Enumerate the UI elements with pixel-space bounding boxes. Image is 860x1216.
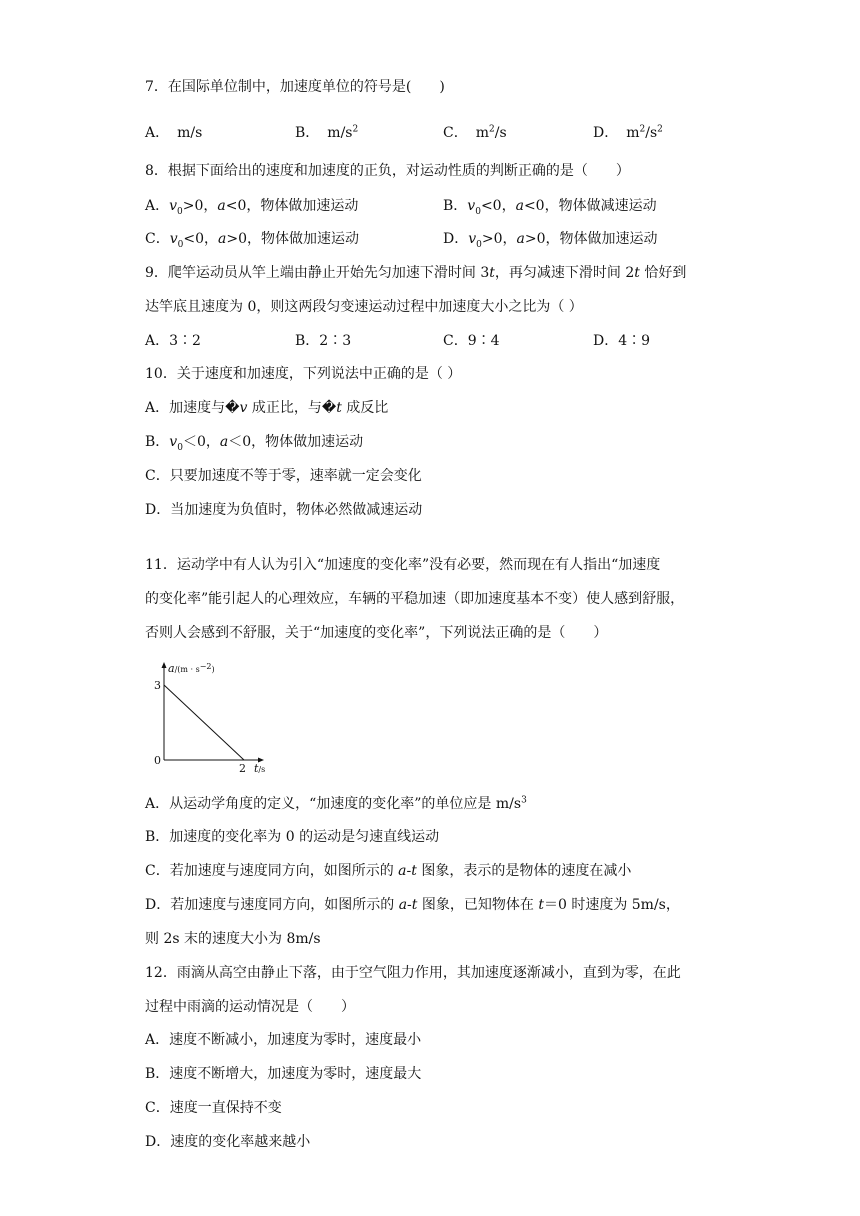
option-9c: C．9∶4 <box>443 333 500 349</box>
question-10-stem: 10．关于速度和加速度，下列说法中正确的是（ ） <box>145 366 462 382</box>
option-9a: A．3∶2 <box>145 333 201 349</box>
question-7-stem: 7．在国际单位制中，加速度单位的符号是( ) <box>145 79 445 95</box>
option-10b: B．$v_0<0$，a＜0，物体做加速运动 <box>145 434 364 453</box>
option-10d: D．当加速度为负值时，物体必然做减速运动 <box>145 502 423 518</box>
question-9-line1: 9．爬竿运动员从竿上端由静止开始先匀加速下滑时间 3t，再匀减速下滑时间 2t 恰好到 <box>145 265 687 281</box>
option-7d: D． $m^2/s^2$ <box>593 124 663 141</box>
origin-label: 0 <box>154 754 161 767</box>
question-8-options-row2 <box>145 229 705 249</box>
option-8b: B．$v_0<0$，a<0，物体做减速运动 <box>443 198 657 217</box>
question-9-options <box>145 331 705 351</box>
y-tick-label: 3 <box>154 679 161 692</box>
option-12a: A．速度不断减小，加速度为零时，速度最小 <box>145 1032 422 1048</box>
y-axis-arrow <box>162 662 167 668</box>
option-7c: C． $m^2/s$ <box>443 124 507 141</box>
y-axis-label: $a/(m \cdot s^{-2}_)$ <box>168 662 215 675</box>
option-12c: C．速度一直保持不变 <box>145 1100 282 1116</box>
option-9b: B．2∶3 <box>295 333 352 349</box>
option-11d-line1: D．若加速度与速度同方向，如图所示的 a-t 图象，已知物体在 t＝0 时速度为 5m/s， <box>145 897 680 913</box>
option-11d-line2: 则 2s 末的速度大小为 8m/s <box>145 931 321 947</box>
option-11c: C．若加速度与速度同方向，如图所示的 a-t 图象，表示的是物体的速度在减小 <box>145 863 632 879</box>
option-7b: B． $m/s^2$ <box>295 124 359 141</box>
question-8-options-row1 <box>145 196 705 216</box>
question-9-line2: 达竿底且速度为 0，则这两段匀变速运动过程中加速度大小之比为（ ） <box>145 299 583 315</box>
x-tick-label: 2 <box>239 762 246 775</box>
option-11b: B．加速度的变化率为 0 的运动是匀速直线运动 <box>145 829 440 845</box>
acceleration-time-graph <box>150 660 280 780</box>
option-10a: A．加速度与�v 成正比，与�t 成反比 <box>145 400 389 416</box>
question-11-line3: 否则人会感到不舒服，关于“加速度的变化率”，下列说法正确的是（ ） <box>145 625 608 641</box>
option-8a: A．$v_0>0$，a<0，物体做加速运动 <box>145 198 359 217</box>
option-12b: B．速度不断增大，加速度为零时，速度最大 <box>145 1066 422 1082</box>
option-7a: A． m/s <box>145 125 203 141</box>
option-8d: D．$v_0>0$，a>0，物体做加速运动 <box>443 231 658 250</box>
question-11-line2: 的变化率”能引起人的心理效应，车辆的平稳加速（即加速度基本不变）使人感到舒服， <box>145 591 685 607</box>
option-9d: D．4∶9 <box>593 333 651 349</box>
option-12d: D．速度的变化率越来越小 <box>145 1134 311 1150</box>
question-12-line1: 12．雨滴从高空由静止下落，由于空气阻力作用，其加速度逐渐减小，直到为零，在此 <box>145 965 681 981</box>
option-8c: C．$v_0<0$，a>0，物体做加速运动 <box>145 231 360 250</box>
graph-line <box>164 685 244 760</box>
question-8-stem: 8．根据下面给出的速度和加速度的正负，对运动性质的判断正确的是（ ） <box>145 163 630 179</box>
question-12-line2: 过程中雨滴的运动情况是（ ） <box>145 999 355 1015</box>
question-11-line1: 11．运动学中有人认为引入“加速度的变化率”没有必要，然而现在有人指出“加速度 <box>145 557 661 573</box>
option-11a: A．从运动学角度的定义，“加速度的变化率”的单位应是 $m/s^3$ <box>145 795 527 812</box>
option-10c: C．只要加速度不等于零，速率就一定会变化 <box>145 468 422 484</box>
x-axis-arrow <box>258 758 264 763</box>
x-axis-label: t/s <box>254 762 266 775</box>
question-7-options <box>145 123 705 143</box>
